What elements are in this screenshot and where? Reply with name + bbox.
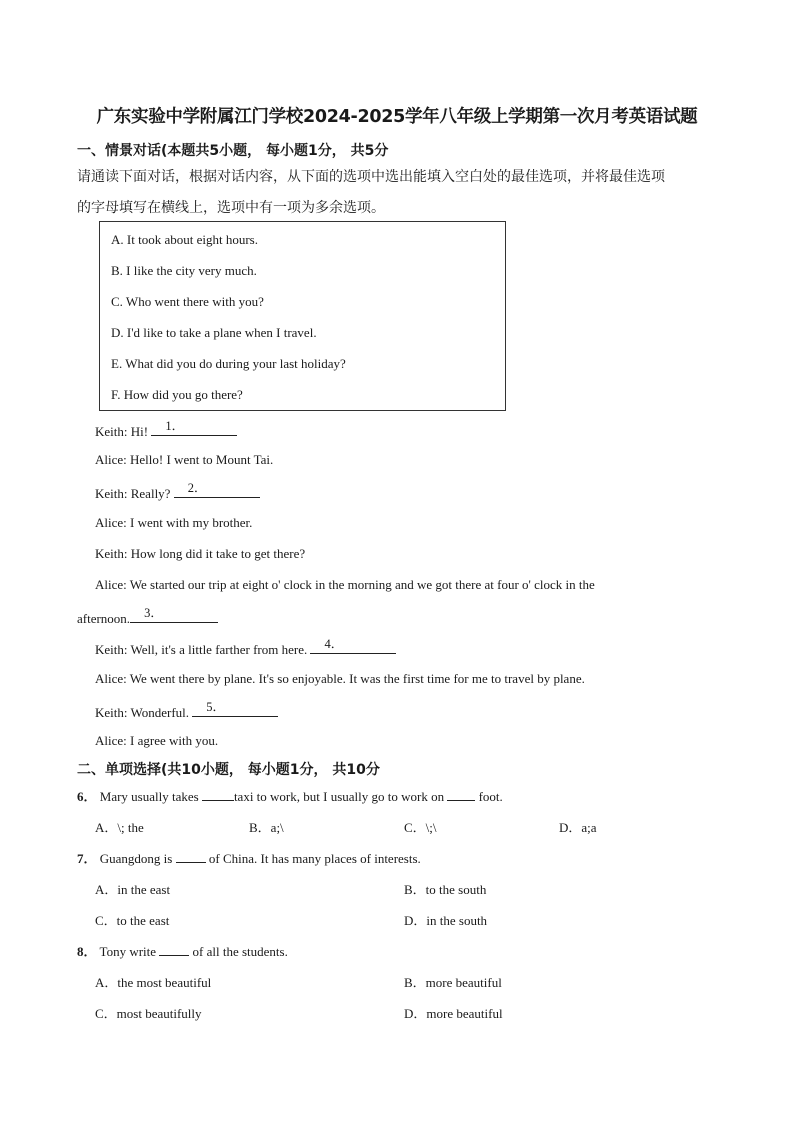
blank-number: 2． xyxy=(187,481,207,495)
blank-number: 3． xyxy=(144,606,163,620)
dialogue-text: Keith: Wonderful. xyxy=(95,705,193,720)
q6-choice-c[interactable]: C．\;\ xyxy=(404,820,437,835)
q8-choice-c[interactable]: C．most beautifully xyxy=(95,1006,202,1021)
question-text: of China. It has many places of interests. xyxy=(205,851,421,866)
question-text: taxi to work, but I usually go to work on xyxy=(233,789,448,804)
question-8 xyxy=(77,941,288,960)
option-f: F. How did you go there? xyxy=(111,387,243,402)
option-b: B. I like the city very much. xyxy=(111,263,257,278)
dialogue-text: Keith: Hi! xyxy=(95,424,152,439)
answer-blank xyxy=(176,850,206,863)
dialogue-text: Keith: Really? xyxy=(95,486,174,501)
dialogue-text: afternoon. xyxy=(77,611,131,626)
dialogue-line-8 xyxy=(95,639,396,658)
blank-number: 5． xyxy=(206,700,226,714)
q8-choice-d[interactable]: D．more beautiful xyxy=(404,1006,503,1021)
question-text: Tony write xyxy=(99,944,160,959)
question-text: foot. xyxy=(475,789,503,804)
answer-blank xyxy=(447,788,475,801)
blank-number: 4． xyxy=(324,637,344,651)
question-number: 8． xyxy=(77,944,97,959)
answer-blank xyxy=(159,943,189,956)
exam-title: 广东实验中学附属江门学校2024-2025学年八年级上学期第一次月考英语试题 xyxy=(96,107,698,127)
question-text: Guangdong is xyxy=(99,851,176,866)
option-d: D. I'd like to take a plane when I travel. xyxy=(111,325,317,340)
options-box xyxy=(99,221,506,411)
dialogue-line-4: Alice: I went with my brother. xyxy=(95,515,253,530)
dialogue-line-7 xyxy=(77,608,218,627)
dialogue-line-10 xyxy=(95,702,278,721)
question-number: 7． xyxy=(77,851,97,866)
dialogue-line-1 xyxy=(95,421,237,440)
dialogue-line-5: Keith: How long did it take to get there? xyxy=(95,546,306,561)
question-text: of all the students. xyxy=(189,944,288,959)
q7-choice-a[interactable]: A．in the east xyxy=(95,882,171,897)
q7-choice-d[interactable]: D．in the south xyxy=(404,913,488,928)
answer-blank-4[interactable] xyxy=(310,639,396,654)
question-text: Mary usually takes xyxy=(99,789,202,804)
section2-heading: 二、单项选择(共10小题， 每小题1分， 共10分 xyxy=(77,762,380,778)
question-7 xyxy=(77,848,421,867)
answer-blank-5[interactable] xyxy=(192,702,278,717)
option-e: E. What did you do during your last holiday? xyxy=(111,356,346,371)
instructions-line-2: 的字母填写在横线上，选项中有一项为多余选项。 xyxy=(77,200,385,216)
dialogue-line-9: Alice: We went there by plane. It's so enjoyable. It was the first time for me to travel by plane. xyxy=(95,671,585,686)
q8-choice-a[interactable]: A．the most beautiful xyxy=(95,975,212,990)
dialogue-line-11: Alice: I agree with you. xyxy=(95,733,219,748)
dialogue-line-3 xyxy=(95,483,260,502)
q7-choice-c[interactable]: C．to the east xyxy=(95,913,170,928)
instructions-line-1: 请通读下面对话，根据对话内容，从下面的选项中选出能填入空白处的最佳选项，并将最佳选项 xyxy=(77,169,665,185)
q7-choice-b[interactable]: B．to the south xyxy=(404,882,487,897)
option-a: A. It took about eight hours. xyxy=(111,232,258,247)
answer-blank-3[interactable] xyxy=(130,608,218,623)
answer-blank xyxy=(202,788,234,801)
blank-number: 1． xyxy=(165,419,185,433)
option-c: C. Who went there with you? xyxy=(111,294,264,309)
q6-choice-b[interactable]: B．a;\ xyxy=(249,820,284,835)
dialogue-line-2: Alice: Hello! I went to Mount Tai. xyxy=(95,452,274,467)
section1-heading: 一、情景对话(本题共5小题， 每小题1分， 共5分 xyxy=(77,143,389,159)
answer-blank-2[interactable] xyxy=(174,483,260,498)
dialogue-text: Keith: Well, it's a little farther from here. xyxy=(95,642,311,657)
dialogue-line-6: Alice: We started our trip at eight o' clock in the morning and we got there at four o' clock in the xyxy=(95,577,595,592)
q8-choice-b[interactable]: B．more beautiful xyxy=(404,975,502,990)
answer-blank-1[interactable] xyxy=(151,421,237,436)
question-6 xyxy=(77,786,503,805)
question-number: 6． xyxy=(77,789,97,804)
q6-choice-a[interactable]: A．\; the xyxy=(95,820,144,835)
q6-choice-d[interactable]: D．a;a xyxy=(559,820,597,835)
